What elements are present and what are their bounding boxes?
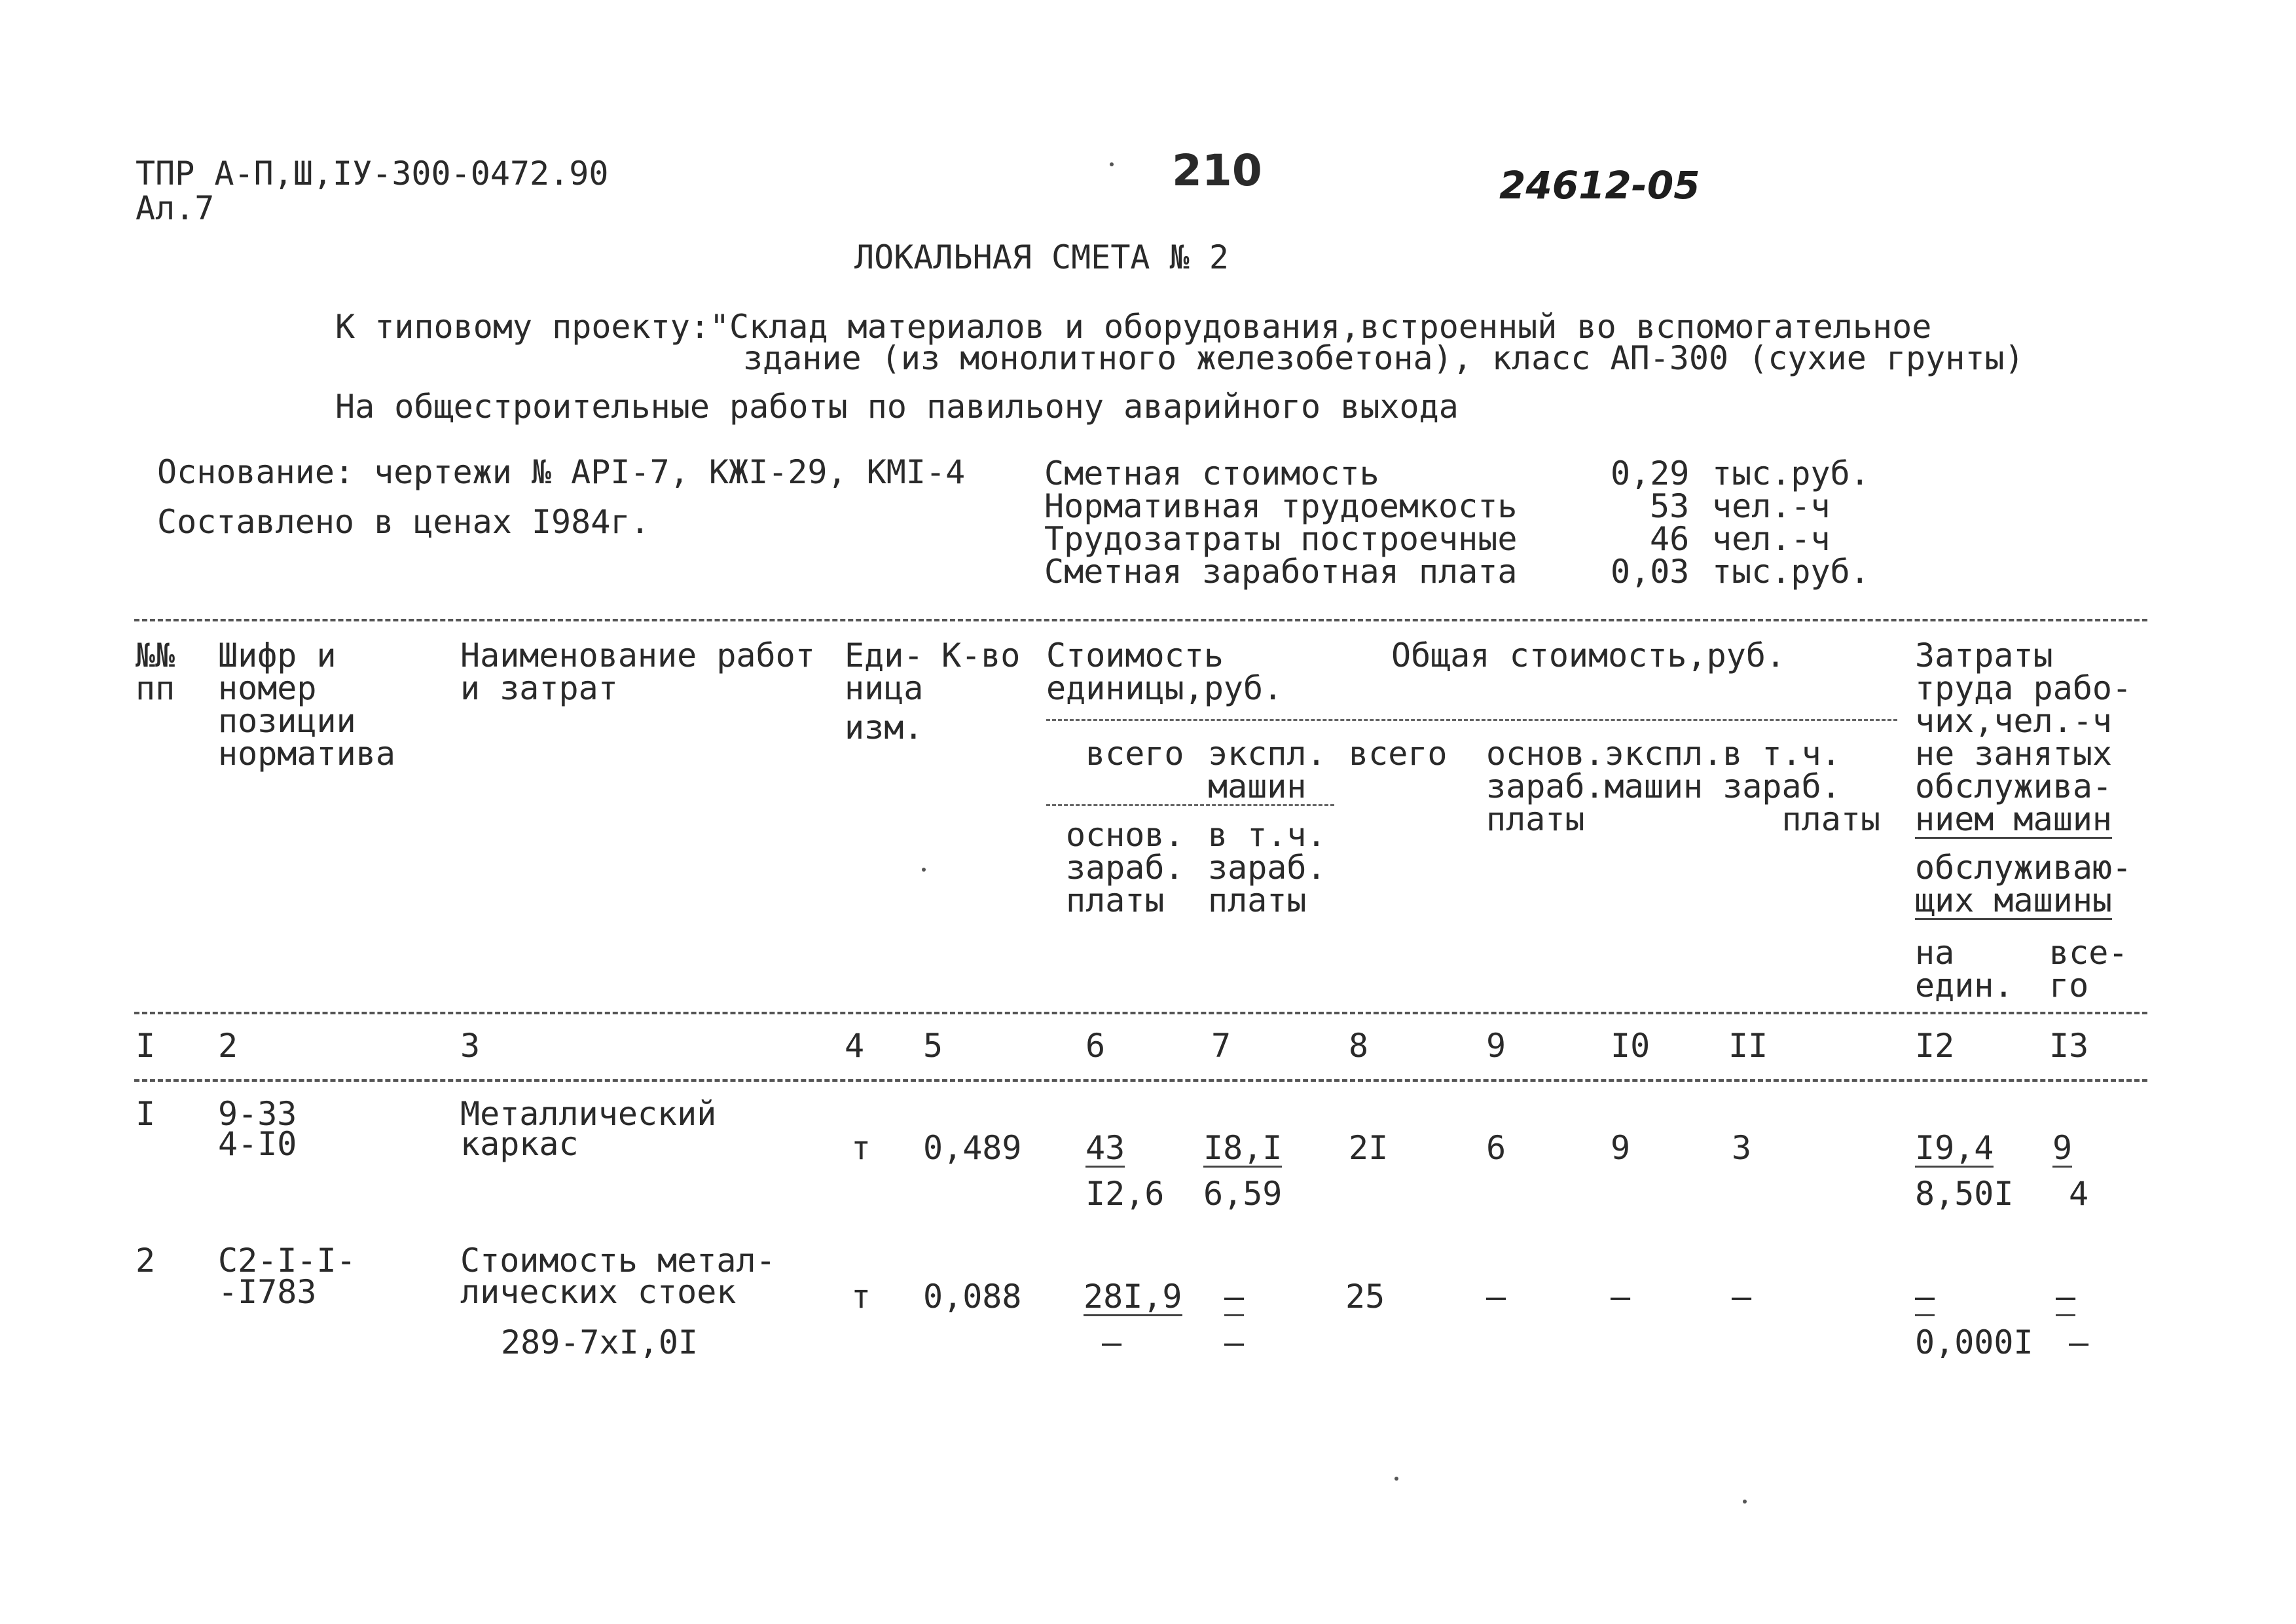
header-uc-wage-3: платы	[1066, 881, 1165, 919]
speck	[1110, 162, 1114, 166]
speck	[1394, 1477, 1398, 1481]
header-unit-cost-2: единицы,руб.	[1046, 669, 1283, 707]
header-unit-subrule	[1046, 804, 1334, 806]
total-machines: –	[1611, 1278, 1631, 1316]
summary-value: 0,03	[1611, 553, 1690, 591]
header-tc-all: всего	[1349, 735, 1448, 773]
row-name: каркас	[460, 1125, 579, 1163]
header-uc-mach-wage-2: зараб.	[1208, 849, 1326, 887]
summary-value: 0,29	[1611, 454, 1690, 492]
summary-value: 46	[1650, 520, 1690, 558]
header-labor-5: обслужива-	[1915, 767, 2113, 805]
labor-total-machines: 4	[2069, 1175, 2089, 1213]
summary-unit: чел.-ч	[1712, 520, 1831, 558]
header-unit-2: ница	[845, 669, 924, 707]
header-tc-sub-1: основ.экспл.в т.ч.	[1486, 735, 1841, 773]
header-total-1: все-	[2049, 934, 2128, 972]
header-uc-mach-wage-3: платы	[1208, 881, 1307, 919]
album-label: Ал.7	[136, 189, 215, 227]
document-code: ТПР А-П,Ш,IУ-300-0472.90	[136, 155, 609, 193]
total-machine-wage: –	[1732, 1278, 1752, 1316]
header-num-1: №№	[136, 637, 175, 674]
header-bottom-rule	[134, 1012, 2147, 1014]
row-code: 9-33	[218, 1095, 297, 1133]
header-labor-2: труда рабо-	[1915, 669, 2132, 707]
summary-unit: тыс.руб.	[1712, 454, 1870, 492]
prices-line: Составлено в ценах I984г.	[157, 503, 650, 541]
row-number: I	[136, 1095, 156, 1133]
header-unit-cost-1: Стоимость	[1046, 637, 1224, 674]
header-code-1: Шифр и	[218, 637, 337, 674]
header-unit-1: Еди-	[845, 637, 924, 674]
labor-total-machines: –	[2069, 1323, 2089, 1361]
row-name: Стоимость метал-	[460, 1242, 776, 1280]
unit-cost-total: 43	[1085, 1129, 1125, 1167]
header-qty: К-во	[941, 637, 1021, 674]
header-tc-sub-2: зараб.машин зараб.	[1486, 767, 1841, 805]
unit-cost-machine-wage: 6,59	[1203, 1175, 1283, 1213]
header-per-unit-2: един.	[1915, 967, 2014, 1005]
unit-cost-machines: I8,I	[1203, 1129, 1283, 1167]
labor-total: –	[2056, 1278, 2076, 1316]
summary-label: Нормативная трудоемкость	[1044, 487, 1518, 525]
header-total-2: го	[2049, 967, 2089, 1005]
column-number: I3	[2049, 1027, 2089, 1065]
column-number: 6	[1085, 1027, 1106, 1065]
table-top-rule	[134, 619, 2147, 621]
speck	[1743, 1500, 1747, 1504]
project-line-1: К типовому проекту:"Склад материалов и оборудования,встроенный во вспомогательное	[335, 308, 1932, 346]
row-unit: т	[851, 1129, 871, 1167]
row-note: 289-7хI,0I	[501, 1323, 699, 1361]
basis-line: Основание: чертежи № АРI-7, КЖI-29, КМI-4	[157, 453, 966, 491]
labor-per-unit-machines: 8,50I	[1915, 1175, 2014, 1213]
unit-cost-total: 28I,9	[1084, 1278, 1182, 1316]
row-qty: 0,088	[923, 1278, 1022, 1316]
column-number: 7	[1211, 1027, 1231, 1065]
row-code: 4-I0	[218, 1125, 297, 1163]
row-code: С2-I-I-	[218, 1242, 356, 1280]
column-number: I2	[1915, 1027, 1955, 1065]
header-tc-sub-3: платы платы	[1486, 800, 1881, 838]
header-labor-mach-2: щих машины	[1915, 881, 2113, 919]
header-uc-mach-wage-1: в т.ч.	[1208, 816, 1326, 854]
labor-per-unit-machines: 0,000I	[1915, 1323, 2033, 1361]
estimate-title: ЛОКАЛЬНАЯ СМЕТА № 2	[854, 238, 1229, 276]
page-number: 210	[1172, 145, 1262, 196]
column-number: 9	[1486, 1027, 1506, 1065]
header-name-2: и затрат	[460, 669, 618, 707]
header-name-1: Наименование работ	[460, 637, 815, 674]
header-total-cost: Общая стоимость,руб.	[1391, 637, 1786, 674]
row-unit: т	[851, 1278, 871, 1316]
total-cost: 25	[1345, 1278, 1385, 1316]
summary-value: 53	[1650, 487, 1690, 525]
column-number: 5	[923, 1027, 943, 1065]
header-labor-1: Затраты	[1915, 637, 2053, 674]
total-machine-wage: 3	[1732, 1129, 1752, 1167]
column-number: 2	[218, 1027, 238, 1065]
speck	[922, 868, 926, 872]
row-number: 2	[136, 1242, 156, 1280]
project-line-2: здание (из монолитного железобетона), класс АП-300 (сухие грунты)	[743, 339, 2024, 377]
column-numbers-rule	[134, 1079, 2147, 1082]
column-number: I0	[1611, 1027, 1650, 1065]
summary-label: Сметная стоимость	[1044, 454, 1379, 492]
row-name: лических стоек	[460, 1273, 737, 1311]
labor-per-unit: I9,4	[1915, 1129, 1994, 1167]
header-cost-subrule	[1046, 719, 1897, 721]
header-uc-mach-1: экспл.	[1208, 735, 1326, 773]
column-number: 3	[460, 1027, 481, 1065]
labor-total: 9	[2052, 1129, 2073, 1167]
column-number: 4	[845, 1027, 865, 1065]
unit-cost-wage: I2,6	[1085, 1175, 1165, 1213]
column-number: II	[1728, 1027, 1768, 1065]
total-wage: 6	[1486, 1129, 1506, 1167]
header-labor-6: нием машин	[1915, 800, 2113, 838]
labor-per-unit: –	[1915, 1278, 1935, 1316]
row-code: -I783	[218, 1273, 317, 1311]
header-labor-3: чих,чел.-ч	[1915, 702, 2113, 740]
unit-cost-machines: –	[1224, 1278, 1245, 1316]
column-number: 8	[1349, 1027, 1369, 1065]
header-uc-wage-2: зараб.	[1066, 849, 1184, 887]
header-uc-all: всего	[1085, 735, 1184, 773]
total-machines: 9	[1611, 1129, 1631, 1167]
header-labor-mach-1: обслуживаю-	[1915, 849, 2132, 887]
total-cost: 2I	[1349, 1129, 1389, 1167]
summary-unit: тыс.руб.	[1712, 553, 1870, 591]
scope-line: На общестроительные работы по павильону аварийного выхода	[335, 388, 1459, 426]
summary-unit: чел.-ч	[1712, 487, 1831, 525]
header-code-3: позиции	[218, 702, 356, 740]
summary-label: Трудозатраты построечные	[1044, 520, 1518, 558]
header-unit-3: изм.	[845, 709, 924, 747]
unit-cost-machine-wage: –	[1224, 1323, 1245, 1361]
header-uc-mach-2: машин	[1208, 767, 1307, 805]
header-labor-4: не занятых	[1915, 735, 2113, 773]
header-code-4: норматива	[218, 735, 395, 773]
total-wage: –	[1486, 1278, 1506, 1316]
header-code-2: номер	[218, 669, 317, 707]
summary-label: Сметная заработная плата	[1044, 553, 1518, 591]
row-name: Металлический	[460, 1095, 717, 1133]
header-num-2: пп	[136, 669, 175, 707]
row-qty: 0,489	[923, 1129, 1022, 1167]
header-per-unit-1: на	[1915, 934, 1955, 972]
unit-cost-wage: –	[1102, 1323, 1122, 1361]
column-number: I	[136, 1027, 156, 1065]
handwritten-number: 24612-05	[1499, 163, 1700, 208]
header-uc-wage-1: основ.	[1066, 816, 1184, 854]
